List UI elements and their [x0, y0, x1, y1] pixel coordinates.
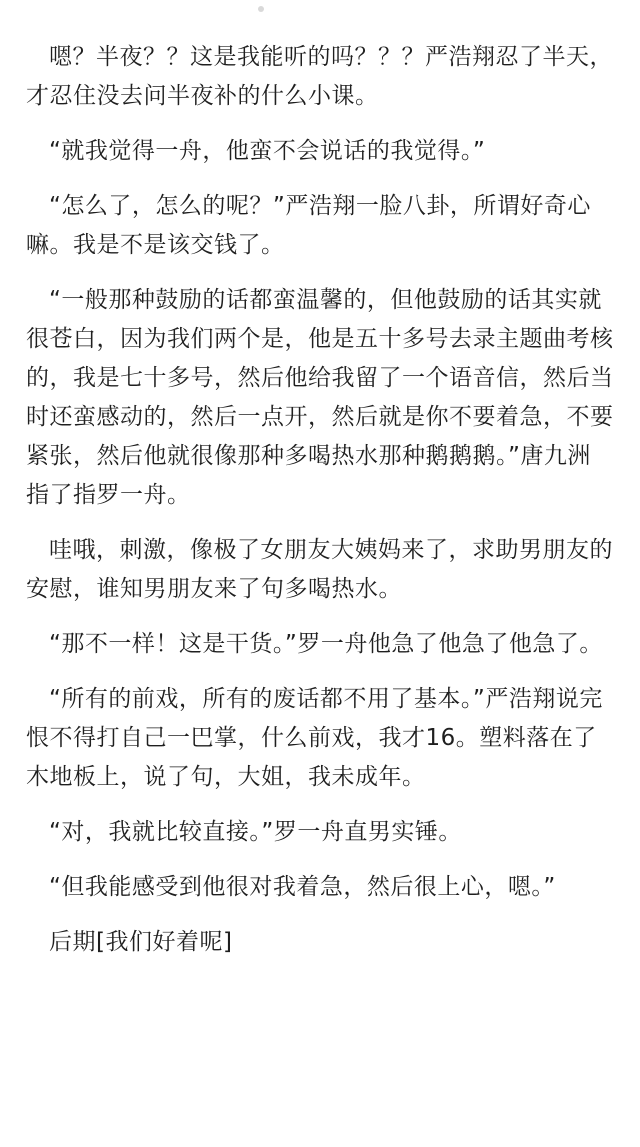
paragraph-8: “对，我就比较直接。”罗一舟直男实锤。	[49, 819, 462, 845]
paragraph-2: “就我觉得一舟，他蛮不会说话的我觉得。”	[49, 138, 486, 164]
paragraph-4: “一般那种鼓励的话都蛮温馨的，但他鼓励的话其实就很苍白，因为我们两个是，他是五十多号去录主题曲考核的，我是七十多号，然后他给我留了一个语音信，然后当时还蛮感动的，然后一点开，然后就是你不要着急，不要紧张，然后他就很像那种多喝热水那种鹅鹅鹅。”唐九洲指了指罗一舟。	[26, 287, 614, 508]
paragraph-10: 后期[我们好着呢]	[49, 929, 233, 955]
article-body	[26, 38, 614, 978]
top-dot-marker	[258, 6, 264, 12]
paragraph-5: 哇哦，刺激，像极了女朋友大姨妈来了，求助男朋友的安慰，谁知男朋友来了句多喝热水。	[26, 537, 613, 602]
paragraph-7: “所有的前戏，所有的废话都不用了基本。”严浩翔说完恨不得打自己一巴掌，什么前戏，我才16。塑料落在了木地板上，说了句，大姐，我未成年。	[26, 686, 603, 790]
paragraph-3: “怎么了，怎么的呢？”严浩翔一脸八卦，所谓好奇心嘛。我是不是该交钱了。	[26, 193, 591, 258]
paragraph-6: “那不一样！这是干货。”罗一舟他急了他急了他急了。	[49, 631, 603, 657]
paragraph-9: “但我能感受到他很对我着急，然后很上心，嗯。”	[49, 874, 556, 900]
paragraph-1: 嗯？半夜？？这是我能听的吗？？？严浩翔忍了半天，才忍住没去问半夜补的什么小课。	[26, 44, 613, 109]
